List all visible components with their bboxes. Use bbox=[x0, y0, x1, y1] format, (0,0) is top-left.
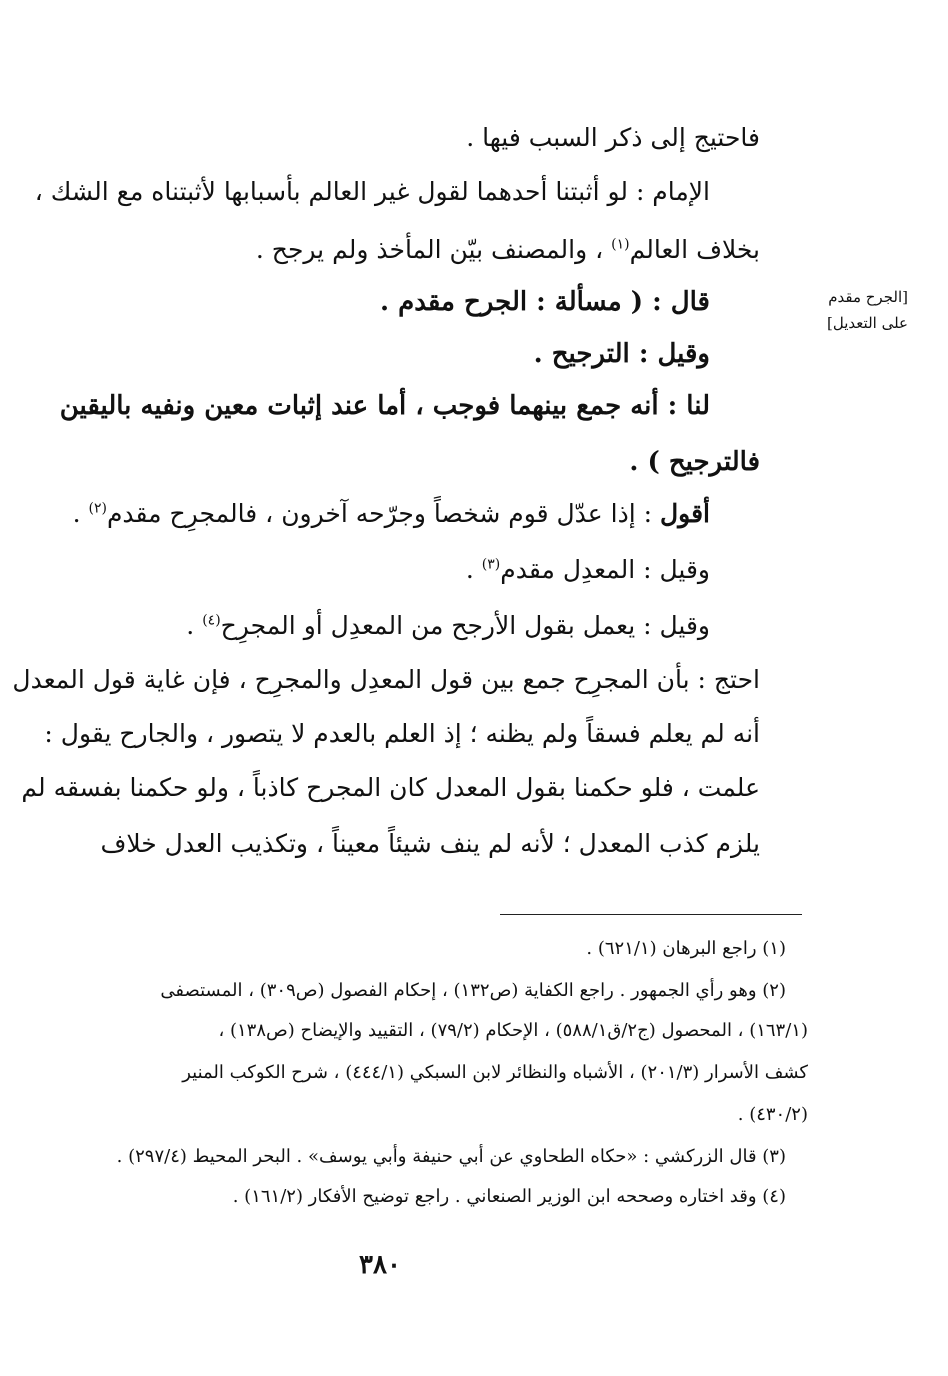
text-line: أقول : إذا عدّل قوم شخصاً وجرّحه آخرون ، فالمجرِح مقدم$^{(٢)}$ . bbox=[72, 499, 710, 528]
footnote-ref: (٢) bbox=[88, 500, 107, 517]
footnote: (٢) وهو رأي الجمهور . راجع الكفاية (ص١٣٢) ، إحكام الفصول (ص٣٠٩) ، المستصفى bbox=[160, 980, 786, 1001]
text-line: وقيل : المعدِل مقدم$^{(٣)}$ . bbox=[465, 555, 710, 584]
text-line: يلزم كذب المعدل ؛ لأنه لم ينف شيئاً معيناً ، وتكذيب العدل خلاف bbox=[100, 829, 760, 858]
footnote: (٣) قال الزركشي : «حكاه الطحاوي عن أبي حنيفة وأبي يوسف» . البحر المحيط (٢٩٧/٤) . bbox=[116, 1146, 786, 1167]
text-line: احتج : بأن المجرِح جمع بين قول المعدِل والمجرِح ، فإن غاية قول المعدل bbox=[12, 665, 760, 694]
footnote-ref: (١) bbox=[611, 236, 630, 253]
margin-note-line: [الجرح مقدم bbox=[828, 288, 908, 306]
footnote: كشف الأسرار (٢٠١/٣) ، الأشباه والنظائر لابن السبكي (٤٤٤/١) ، شرح الكوكب المنير bbox=[182, 1062, 808, 1083]
margin-note bbox=[818, 284, 908, 336]
text-line: فاحتيج إلى ذكر السبب فيها . bbox=[466, 123, 760, 152]
text-line: بخلاف العالم$^{(١)}$ ، والمصنف بيّن المأخذ ولم يرجح . bbox=[255, 235, 760, 264]
footnote: (١٦٣/١) ، المحصول (ج٢/ق٥٨٨/١) ، الإحكام (٧٩/٢) ، التقييد والإيضاح (ص١٣٨) ، bbox=[218, 1020, 808, 1041]
quote-line: فالترجيح ) . bbox=[629, 447, 760, 477]
text-line: أنه لم يعلم فسقاً ولم يظنه ؛ إذ العلم بالعدم لا يتصور ، والجارح يقول : bbox=[44, 719, 760, 748]
quote-line: لنا : أنه جمع بينهما فوجب ، أما عند إثبات معين ونفيه باليقين bbox=[59, 391, 710, 421]
footnote: (١) راجع البرهان (٦٢١/١) . bbox=[586, 938, 786, 959]
text-line: علمت ، فلو حكمنا بقول المعدل كان المجرح كاذباً ، ولو حكمنا بفسقه لم bbox=[21, 773, 760, 802]
footnote-ref: (٣) bbox=[481, 556, 501, 573]
footnote: (٤٣٠/٢) . bbox=[737, 1104, 808, 1125]
quote-line: قال : ( مسألة : الجرح مقدم . bbox=[380, 287, 710, 317]
lead-word: أقول bbox=[660, 499, 710, 528]
quote-line: وقيل : الترجيح . bbox=[533, 339, 710, 369]
page-number: ٣٨٠ bbox=[359, 1250, 401, 1280]
footnote-divider bbox=[500, 914, 802, 915]
text-line: وقيل : يعمل بقول الأرجح من المعدِل أو المجرِح$^{(٤)}$ . bbox=[186, 611, 710, 640]
text-line: الإمام : لو أثبتنا أحدهما لقول غير العالم بأسبابها لأثبتناه مع الشك ، bbox=[34, 177, 710, 206]
footnote-ref: (٤) bbox=[202, 612, 221, 629]
footnote: (٤) وقد اختاره وصححه ابن الوزير الصنعاني . راجع توضيح الأفكار (١٦١/٢) . bbox=[232, 1186, 786, 1207]
margin-note-line: على التعديل] bbox=[827, 314, 908, 332]
